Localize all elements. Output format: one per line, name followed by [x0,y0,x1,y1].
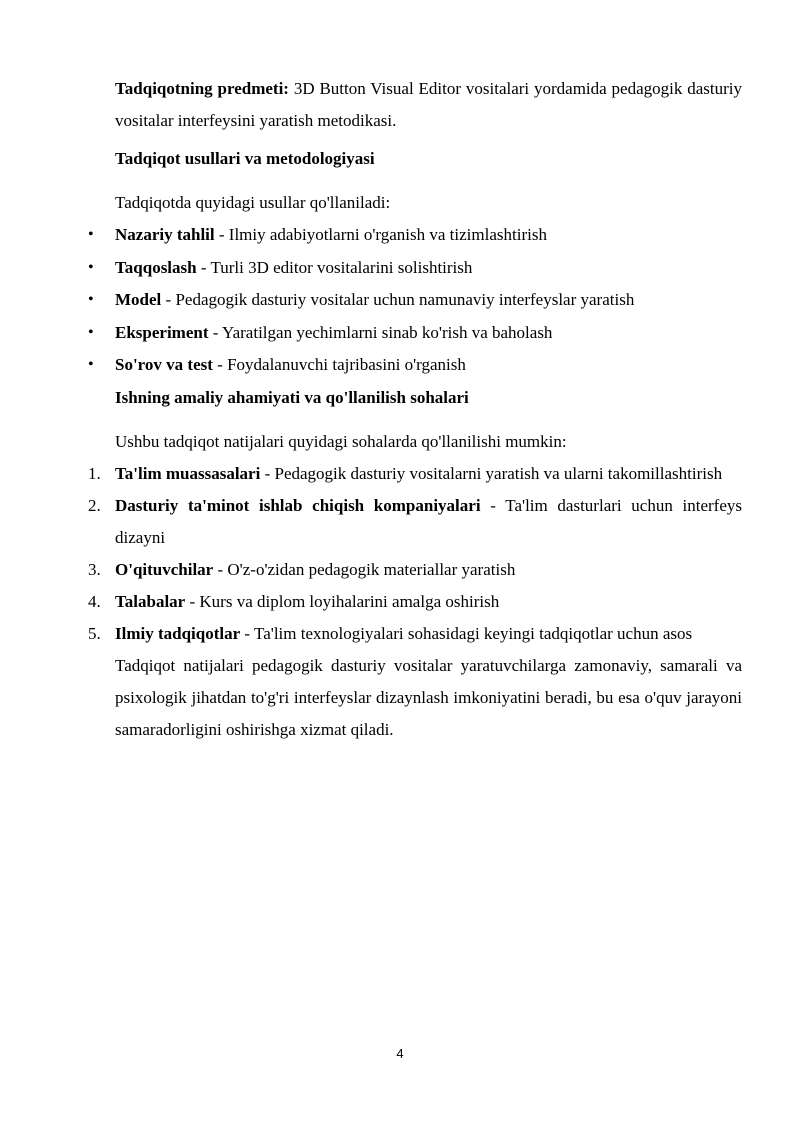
method-desc: - Turli 3D editor vositalarini solishtirish [196,257,473,277]
method-desc: - Yaratilgan yechimlarni sinab ko'rish va baholash [208,322,553,342]
bullet-icon: • [88,226,94,243]
item-number: 2. [88,495,101,515]
application-desc: - Pedagogik dasturiy vositalarni yaratish va ularni takomillashtirish [260,463,723,483]
methods-intro: Tadqiqotda quyidagi usullar qo'llaniladi: [115,193,391,212]
bullet-icon: • [88,258,94,276]
list-item [88,317,742,350]
application-term: Talabalar [115,591,186,611]
application-desc: - Ta'lim dasturlari uchun interfeys dizayni [115,495,742,547]
application-term: Dasturiy ta'minot ishlab chiqish kompaniyalari [115,495,481,515]
list-item [88,284,742,317]
method-term: So'rov va test [115,355,213,374]
bullet-icon: • [88,291,94,308]
application-desc: - Ta'lim texnologiyalari sohasidagi keyingi tadqiqotlar uchun asos [240,623,693,643]
method-desc: - Pedagogik dasturiy vositalar uchun namunaviy interfeyslar yaratish [161,290,635,309]
application-list [88,458,742,650]
application-term: Ilmiy tadqiqotlar [115,623,241,643]
method-term: Model [115,290,162,309]
list-item [88,490,742,554]
method-term: Taqqoslash [115,257,197,277]
list-item [88,349,742,382]
method-desc: - Foydalanuvchi tajribasini o'rganish [212,355,466,374]
bullet-icon: • [88,323,94,341]
list-item [88,586,742,618]
list-item [88,252,742,285]
item-number: 1. [88,463,101,483]
application-desc: - O'z-o'zidan pedagogik materiallar yaratish [213,559,516,579]
item-number: 4. [88,591,101,611]
conclusion-paragraph: Tadqiqot natijalari pedagogik dasturiy vositalar yaratuvchilarga zamonaviy, samarali va psixologik jihatdan to'g'ri interfeyslar dizaynlash imkoniyatini beradi, bu esa o'quv jarayoni samaradorligini oshirishga xizmat qiladi. [115,655,742,739]
application-heading: Ishning amaliy ahamiyati va qo'llanilish sohalari [115,387,469,407]
method-term: Nazariy tahlil [115,225,215,244]
methods-heading: Tadqiqot usullari va metodologiyasi [115,149,375,168]
methods-list [88,219,742,382]
subject-label: Tadqiqotning predmeti: [115,79,289,98]
list-item [88,458,742,490]
application-term: O'qituvchilar [115,559,214,579]
application-intro: Ushbu tadqiqot natijalari quyidagi sohalarda qo'llanilishi mumkin: [115,431,567,451]
method-desc: - Ilmiy adabiyotlarni o'rganish va tizimlashtirish [214,225,547,244]
subject-paragraph [115,73,742,137]
method-term: Eksperiment [115,322,209,342]
list-item [88,219,742,252]
bullet-icon: • [88,356,94,373]
item-number: 5. [88,623,101,643]
page-number: 4 [396,1046,404,1061]
application-term: Ta'lim muassasalari [115,463,261,483]
application-desc: - Kurs va diplom loyihalarini amalga oshirish [185,591,500,611]
subject-text: 3D Button Visual Editor vositalari yordamida pedagogik dasturiy vositalar interfeysini yaratish metodikasi. [115,79,742,130]
page-content [88,73,742,746]
item-number: 3. [88,559,101,579]
list-item [88,554,742,586]
list-item [88,618,742,650]
